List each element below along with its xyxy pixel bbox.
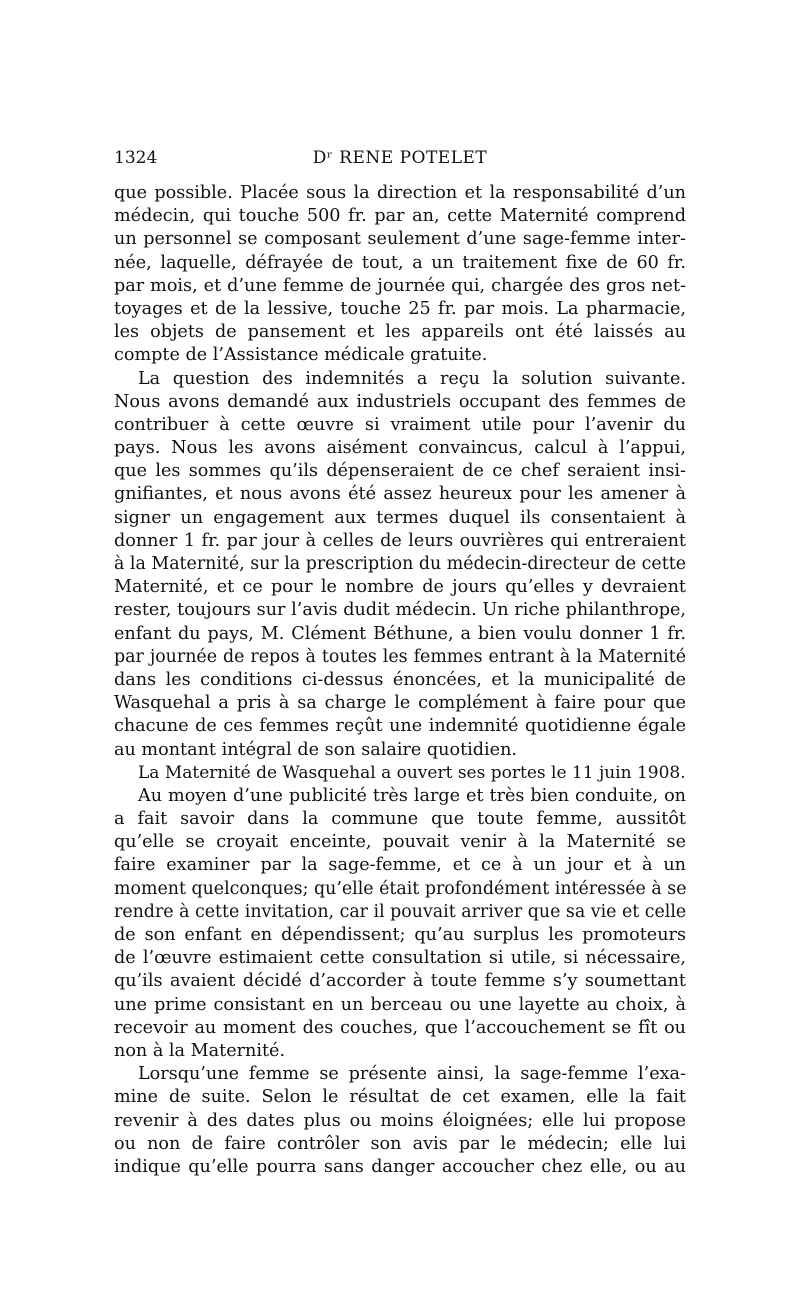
text-line: au montant intégral de son salaire quotidien.: [114, 739, 517, 760]
text-line: Au moyen d’une publicité très large et très bien conduite, on: [138, 785, 686, 806]
text-line: rester, toujours sur l’avis dudit médecin. Un riche philanthrope,: [114, 600, 686, 621]
text-line: médecin, qui touche 500 fr. par an, cette Maternité comprend: [114, 206, 686, 227]
text-line: faire examiner par la sage-femme, et ce à un jour et à un: [114, 855, 686, 876]
text-line: compte de l’Assistance médicale gratuite.: [114, 345, 488, 366]
text-line: ou non de faire contrôler son avis par le médecin; elle lui: [114, 1133, 686, 1154]
text-line: Wasquehal a pris à sa charge le complément à faire pour que: [114, 693, 686, 714]
text-line: dans les conditions ci-dessus énoncées, et la municipalité de: [114, 669, 686, 690]
text-line: Lorsqu’une femme se présente ainsi, la sage-femme l’exa-: [138, 1064, 686, 1085]
text-line: mine de suite. Selon le résultat de cet examen, elle la fait: [114, 1087, 686, 1108]
text-line: Nous avons demandé aux industriels occupant des femmes de: [114, 391, 686, 412]
text-line: donner 1 fr. par jour à celles de leurs ouvrières qui entreraient: [114, 530, 686, 551]
text-line: La Maternité de Wasquehal a ouvert ses portes le 11 juin 1908.: [138, 762, 686, 783]
text-line: Maternité, et ce pour le nombre de jours qu’elles y devraient: [114, 577, 686, 598]
text-line: rendre à cette invitation, car il pouvait arriver que sa vie et celle: [114, 901, 687, 922]
text-line: qu’ils avaient décidé d’accorder à toute femme s’y soumettant: [114, 971, 686, 992]
text-line: pays. Nous les avons aisément convaincus, calcul à l’appui,: [114, 438, 686, 459]
text-line: a fait savoir dans la commune que toute femme, aussitôt: [114, 809, 686, 830]
text-line: de son enfant en dépendissent; qu’au surplus les promoteurs: [114, 925, 686, 945]
text-line: signer un engagement aux termes duquel ils consentaient à: [114, 507, 686, 528]
text-line: que possible. Placée sous la direction et la responsabilité d’un: [114, 183, 686, 203]
text-line: par journée de repos à toutes les femmes entrant à la Maternité: [114, 646, 686, 667]
text-line: qu’elle se croyait enceinte, pouvait venir à la Maternité se: [114, 832, 686, 853]
text-line: enfant du pays, M. Clément Béthune, a bien voulu donner 1 fr.: [114, 623, 686, 644]
text-line: indique qu’elle pourra sans danger accoucher chez elle, ou au: [114, 1156, 686, 1177]
page-header: [114, 146, 686, 170]
text-line: née, laquelle, défrayée de tout, a un traitement fixe de 60 fr.: [114, 252, 686, 273]
running-head: Dʳ RENE POTELET: [312, 148, 488, 168]
text-line: non à la Maternité.: [114, 1040, 286, 1061]
text-line: moment quelconques; qu’elle était profondément intéressée à se: [114, 878, 687, 899]
page-number: 1324: [114, 148, 158, 168]
text-line: chacune de ces femmes reçût une indemnité quotidienne égale: [114, 716, 686, 737]
body-text: [114, 182, 686, 1179]
text-line: une prime consistant en un berceau ou une layette au choix, à: [114, 994, 686, 1015]
text-line: recevoir au moment des couches, que l’accouchement se fît ou: [114, 1017, 686, 1038]
text-line: de l’œuvre estimaient cette consultation si utile, si nécessaire,: [114, 948, 686, 969]
text-line: à la Maternité, sur la prescription du médecin-directeur de cette: [114, 554, 686, 574]
text-line: que les sommes qu’ils dépenseraient de ce chef seraient insi-: [114, 461, 686, 482]
text-line: les objets de pansement et les appareils ont été laissés au: [114, 322, 686, 343]
text-line: revenir à des dates plus ou moins éloignées; elle lui propose: [114, 1110, 686, 1131]
text-line: par mois, et d’une femme de journée qui, chargée des gros net-: [114, 275, 686, 296]
text-line: un personnel se composant seulement d’une sage-femme inter-: [114, 229, 686, 250]
text-line: La question des indemnités a reçu la solution suivante.: [138, 368, 686, 389]
text-line: gnifiantes, et nous avons été assez heureux pour les amener à: [114, 484, 686, 505]
text-line: contribuer à cette œuvre si vraiment utile pour l’avenir du: [114, 414, 686, 435]
text-line: toyages et de la lessive, touche 25 fr. par mois. La pharmacie,: [114, 298, 686, 319]
